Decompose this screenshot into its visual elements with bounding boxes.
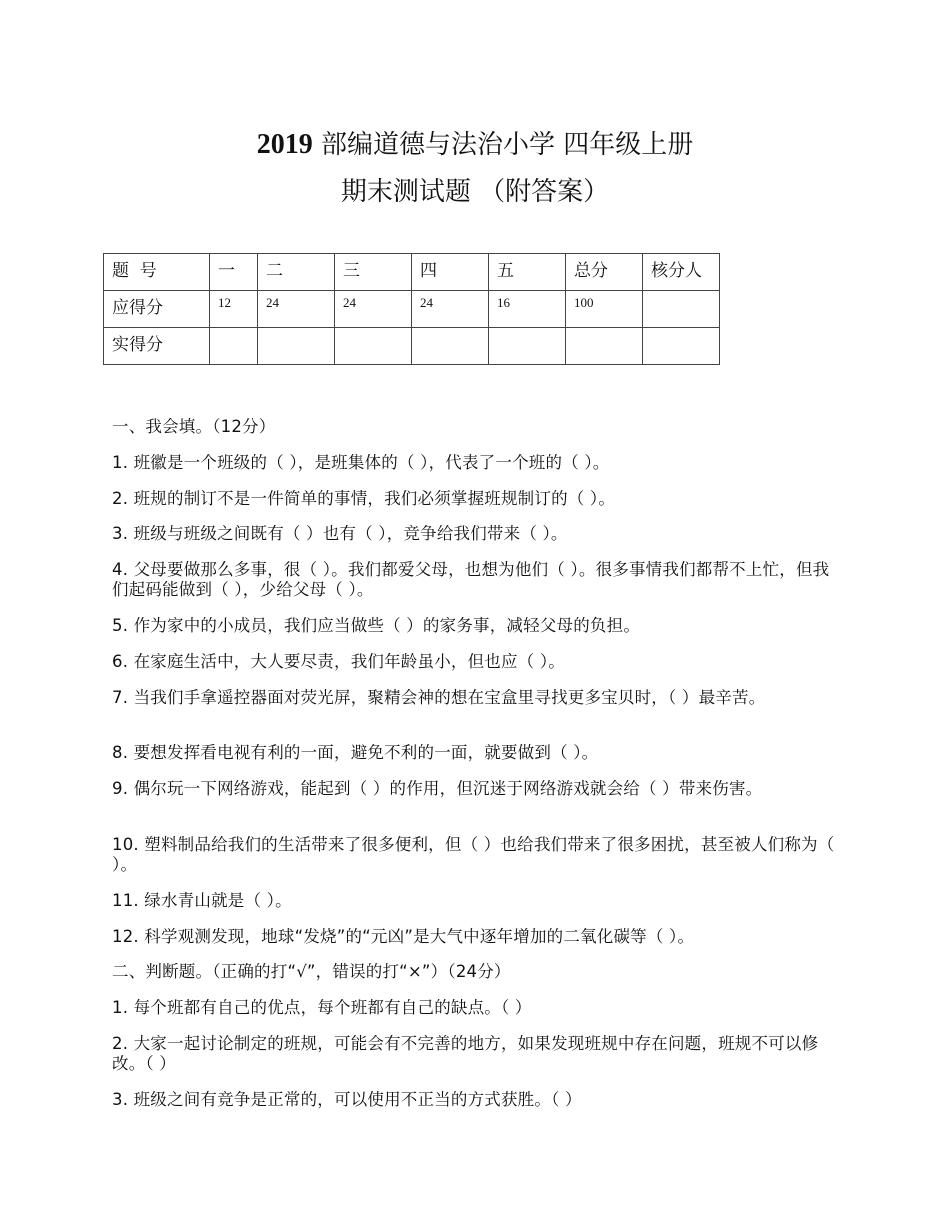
table-cell: 一 — [210, 254, 258, 291]
score-table-header-row — [104, 254, 720, 291]
table-cell: 四 — [412, 254, 489, 291]
question-item: 10. 塑料制品给我们的生活带来了很多便利，但（ ）也给我们带来了很多困扰，甚至被人们称为（ ）。 — [112, 835, 835, 874]
table-cell: 24 — [335, 291, 412, 328]
question-item: 2. 班规的制订不是一件简单的事情，我们必须掌握班规制订的（ ）。 — [112, 489, 616, 508]
question-item: 11. 绿水青山就是（ ）。 — [112, 891, 292, 910]
table-cell: 12 — [210, 291, 258, 328]
table-cell: 核分人 — [643, 254, 720, 291]
question-item: 3. 班级之间有竞争是正常的，可以使用不正当的方式获胜。（ ） — [112, 1090, 582, 1109]
question-item: 12. 科学观测发现，地球“发烧”的“元凶”是大气中逐年增加的二氧化碳等（ ）。 — [112, 927, 695, 946]
table-cell: 16 — [489, 291, 566, 328]
question-item: 9. 偶尔玩一下网络游戏，能起到（ ）的作用，但沉迷于网络游戏就会给（ ）带来伤害。 — [112, 779, 763, 798]
table-cell: 五 — [489, 254, 566, 291]
section-heading-fill-in: 一、我会填。（12分） — [112, 417, 276, 436]
question-item: 4. 父母要做那么多事，很（ ）。我们都爱父母，也想为他们（ ）。很多事情我们都帮不上忙，但我们起码能做到（ ），少给父母（ ）。 — [112, 560, 830, 599]
table-cell: 24 — [258, 291, 335, 328]
table-cell — [210, 328, 258, 365]
question-item: 3. 班级与班级之间既有（ ）也有（ ），竞争给我们带来（ ）。 — [112, 524, 568, 543]
table-cell: 应得分 — [104, 291, 210, 328]
score-table-row-expected — [104, 291, 720, 328]
table-cell — [412, 328, 489, 365]
table-cell — [643, 291, 720, 328]
question-item: 7. 当我们手拿遥控器面对荧光屏，聚精会神的想在宝盒里寻找更多宝贝时，（ ）最辛苦。 — [112, 688, 766, 707]
score-table-row-actual — [104, 328, 720, 365]
table-cell — [258, 328, 335, 365]
section-heading-true-false: 二、判断题。（正确的打“√”，错误的打“×”）（24分） — [112, 962, 511, 981]
question-item: 5. 作为家中的小成员，我们应当做些（ ）的家务事，减轻父母的负担。 — [112, 616, 641, 635]
table-cell — [489, 328, 566, 365]
score-table — [103, 253, 720, 365]
table-cell: 24 — [412, 291, 489, 328]
table-cell: 二 — [258, 254, 335, 291]
table-cell — [335, 328, 412, 365]
document-title-line2: 期末测试题 （附答案） — [340, 177, 610, 207]
question-item: 8. 要想发挥看电视有利的一面，避免不利的一面，就要做到（ ）。 — [112, 743, 599, 762]
title-year: 2019 — [256, 129, 313, 160]
document-title-line1 — [0, 124, 950, 161]
table-cell: 实得分 — [104, 328, 210, 365]
table-cell: 题 号 — [104, 254, 210, 291]
table-cell: 总分 — [566, 254, 643, 291]
table-cell: 100 — [566, 291, 643, 328]
title-subject: 部编道德与法治小学 四年级上册 — [312, 130, 694, 160]
question-item: 2. 大家一起讨论制定的班规，可能会有不完善的地方，如果发现班规中存在问题，班规不可以修改。（ ） — [112, 1034, 819, 1073]
question-item: 1. 班徽是一个班级的（ ），是班集体的（ ），代表了一个班的（ ）。 — [112, 453, 610, 472]
question-item: 6. 在家庭生活中，大人要尽责，我们年龄虽小，但也应（ ）。 — [112, 652, 565, 671]
table-cell — [643, 328, 720, 365]
table-cell — [566, 328, 643, 365]
table-cell: 三 — [335, 254, 412, 291]
question-item: 1. 每个班都有自己的优点，每个班都有自己的缺点。（ ） — [112, 998, 532, 1017]
